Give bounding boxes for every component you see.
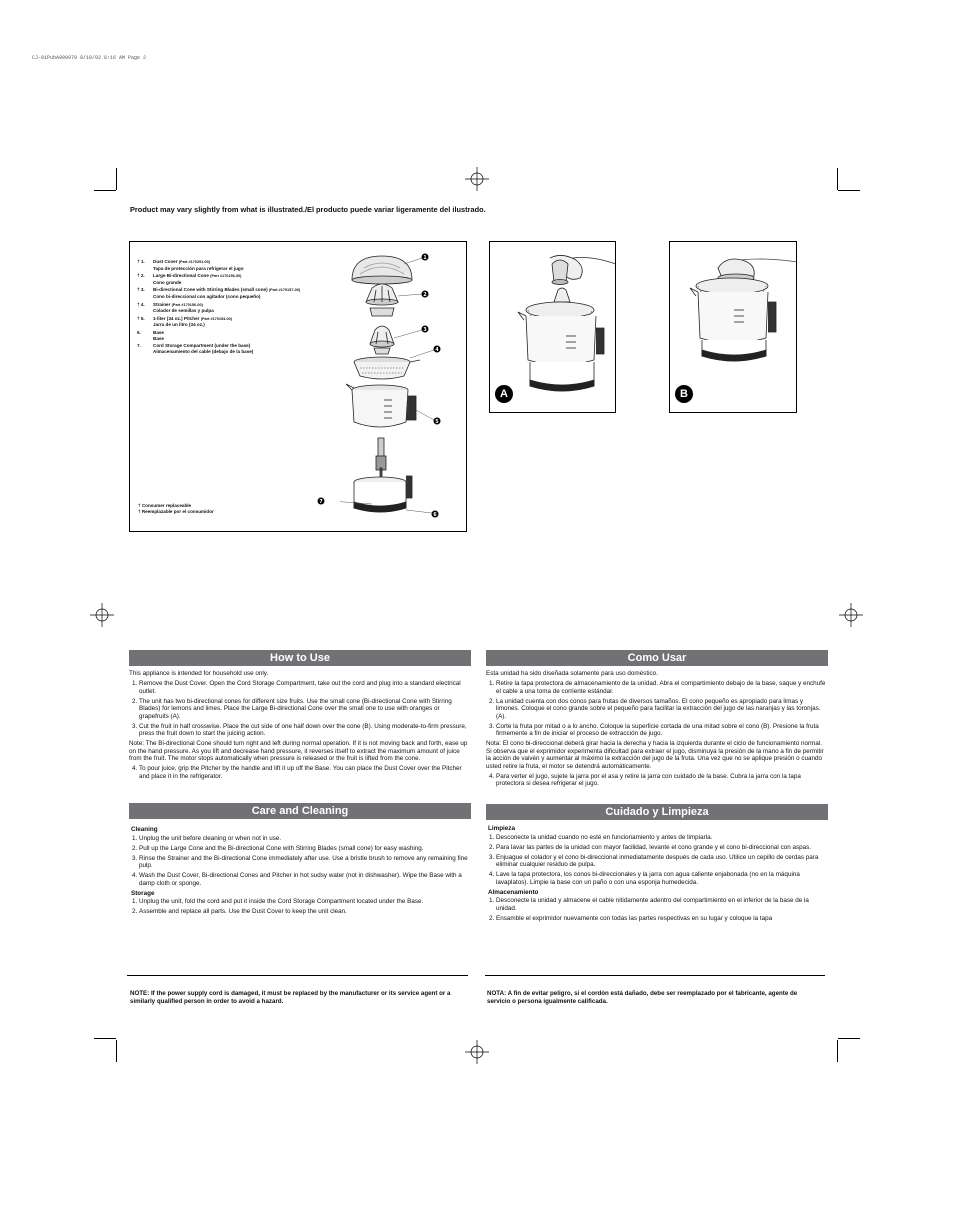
- parts-list-item: † 4. Strainer (Part #170156-00) Colador de semillas y pulpa: [137, 301, 214, 314]
- cuidado-section: Limpieza 1. Desconecte la unidad cuando no esté en funcionamiento y antes de limpiarla. 2. Para lavar las partes de la unidad con mayor facilidad, levante el cono grande y el cono bi-direccional con aspas. 3. Enjuague el colador y el cono bi-direccional inmediatamente después de cada uso. Utilice un cepillo de cerdas para eliminar cualquier residuo de pulpa. 4. Lave la tapa protectora, los conos bi-direccionales y la jarra con agua caliente enjabonada (no en la máquina lavaplatos). Limpie la base con un paño o con una esponja humedecida. Almacenamiento 1. Desconecte la unidad y almacene el cable nitidamente adentro del compartimiento en el inferior de la base de la unidad. 2. Ensamble el exprimidor nuevamente con todas las partes respectivas en su lugar y coloque la tapa: [486, 823, 828, 925]
- registration-mark: [465, 167, 489, 191]
- cuidado-heading: Cuidado y Limpieza: [486, 804, 828, 820]
- legend: † Consumer replaceable † Reemplazable por el consumidor: [138, 503, 214, 514]
- how-to-use-section: This appliance is intended for household use only. 1. Remove the Dust Cover. Open the Cord Storage Compartment, take out the cord and plug into a standard electrical outlet. 2. The unit has two bi-directional cones for different size fruits. Use the small cone (Bi-directional Cone with Stirring Blades) for lemons and limes. Place the Large Bi-directional Cone over the small one to use with oranges or grapefruits (A). 3. Cut the fruit in half crosswise. Place the cut side of one half down over the cone (B). Using moderate-to-firm pressure, press the fruit down to start the juicing action. Note: The Bi-directional Cone should turn right and left during normal operation. If it is not moving back and forth, ease up on the hand pressure. As you lift and decrease hand pressure, it reverses itself to extract the maximum amount of juice from the fruit. The motor stops automatically when pressure is released or the fruit is lifted from the cone. 4. To pour juice, grip the Pitcher by the handle and lift it up off the Base. You can place the Dust Cover over the Pitcher and place it in the refrigerator.: [129, 670, 469, 783]
- strainer-illustration: [354, 357, 420, 379]
- crop-mark: [94, 190, 116, 191]
- how-to-use-step: 4. To pour juice, grip the Pitcher by the handle and lift it up off the Base. You can place the Dust Cover over the Pitcher and place it in the refrigerator.: [139, 765, 469, 780]
- callout-6: 6: [433, 511, 437, 518]
- callout-3: 3: [423, 326, 427, 333]
- divider: [485, 975, 825, 976]
- como-usar-heading: Como Usar: [486, 650, 828, 666]
- small-cone-illustration: [370, 326, 394, 354]
- base-illustration: [354, 476, 412, 512]
- figure-a-box: [489, 241, 616, 413]
- callout-1: 1: [423, 254, 427, 261]
- registration-mark: [90, 603, 114, 627]
- figure-label-b: B: [675, 385, 693, 403]
- large-cone-illustration: [366, 284, 398, 316]
- parts-list-item: † 3. Bi-directional Cone with Stirring Blades (small cone) (Part #170157-00) Cono bi-direccional con agitador (cono pequeño): [137, 287, 301, 299]
- drive-shaft-illustration: [376, 438, 386, 480]
- crop-mark: [94, 1038, 116, 1039]
- callout-4: 4: [435, 346, 439, 353]
- figure-label-a: A: [495, 385, 513, 403]
- how-to-use-step: 2. The unit has two bi-directional cones for different size fruits. Use the small cone (Bi-directional Cone with Stirring Blades) for lemons and limes. Place the Large Bi-directional Cone over the small one to use with oranges or grapefruits (A).: [139, 698, 469, 721]
- crop-mark: [838, 1038, 860, 1039]
- parts-diagram-box: [129, 241, 467, 532]
- crop-mark: [116, 1040, 117, 1062]
- crop-mark: [838, 190, 860, 191]
- dust-cover-illustration: [352, 256, 412, 284]
- divider: [127, 975, 468, 976]
- figure-b-box: [669, 241, 797, 413]
- how-to-use-note: Note: The Bi-directional Cone should turn right and left during normal operation. If it is not moving back and forth, ease up on the hand pressure. As you lift and decrease hand pressure, it reverses itself to extract the maximum amount of juice from the fruit. The motor stops automatically when pressure is released or the fruit is lifted from the cone.: [129, 740, 468, 762]
- exploded-parts-diagram: [340, 250, 460, 525]
- parts-list-item: † 5. 1-liter (34 oz.) Pitcher (Part #170154-00) Jarra de un litro (34 oz.): [137, 315, 232, 328]
- care-and-cleaning-section: Cleaning 1. Unplug the unit before cleaning or when not in use. 2. Pull up the Large Cone and the Bi-directional Cone with Stirring Blades (small cone) for easy washing. 3. Rinse the Strainer and the Bi-directional Cone immediately after use. Use a bristle brush to remove any remaining fine pulp. 4. Wash the Dust Cover, Bi-directional Cones and Pitcher in hot sudsy water (not in dishwasher). Wipe the Base with a damp cloth or sponge. Storage 1. Unplug the unit, fold the cord and put it inside the Cord Storage Compartment located under the Base. 2. Assemble and replace all parts. Use the Dust Cover to keep the unit clean.: [129, 824, 469, 918]
- power-cord-note-en: NOTE: If the power supply cord is damaged, it must be replaced by the manufacturer or its service agent or a similarly qualified person in order to avoid a hazard.: [130, 990, 451, 1005]
- callout-5: 5: [435, 418, 439, 425]
- parts-list-item: 7. Cord Storage Compartment (under the base) Almacenamiento del cable (debajo de la base): [137, 343, 254, 354]
- registration-mark: [839, 603, 863, 627]
- how-to-use-step: 1. Remove the Dust Cover. Open the Cord Storage Compartment, take out the cord and plug into a standard electrical outlet.: [139, 680, 469, 695]
- print-slug: CJ-01PubA999979 9/10/02 8:16 AM Page 2: [32, 55, 147, 61]
- power-cord-note-es: NOTA: A fin de evitar peligro, si el cordón está dañado, debe ser reemplazado por el fabricante, agente de servicio o persona igualmente calificada.: [487, 990, 798, 1005]
- how-to-use-step: 3. Cut the fruit in half crosswise. Place the cut side of one half down over the cone (B). Using moderate-to-firm pressure, press the fruit down to start the juicing action.: [139, 723, 469, 738]
- registration-mark: [465, 1040, 489, 1064]
- crop-mark: [116, 168, 117, 190]
- crop-mark: [837, 168, 838, 190]
- parts-list-item: 6. Base Base: [137, 329, 164, 341]
- callout-2: 2: [423, 291, 427, 298]
- como-usar-section: Esta unidad ha sido diseñada solamente para uso doméstico. 1. Retire la tapa protectora de almacenamiento de la unidad. Abra el compartimiento debajo de la base, saque y enchufe el cable a una toma de corriente estándar. 2. La unidad cuenta con dos conos para frutas de diversos tamaños. El cono pequeño es apropiado para limas y limones. Coloque el cono grande sobre el pequeño para facilitar la extracción del jugo de las naranjas y las toronjas. (A). 3. Corte la fruta por mitad o a lo ancho. Coloque la superficie cortada de una mitad sobre el cono (B). Presione la fruta firmemente a fin de iniciar el proceso de extracción de jugo. Nota: El cono bi-direccional deberá girar hacia la derecha y hacia la izquierda durante el ciclo de funcionamiento normal. Si observa que el exprimidor experimenta dificultad para extraer el jugo, disminuya la presión de la mano a fin de permitir la acción de vaivén y aumentar al máximo la extracción del jugo de la fruta. Una vez que no se aplique presión o cuando usted retire la fruta, el motor se detendrá automáticamente. 4. Para verter el jugo, sujete la jarra por el asa y retire la jarra con cuidado de la base. Cubra la jarra con la tapa protectora si desea refrigerar el jugo.: [486, 670, 828, 790]
- parts-list: [137, 259, 337, 356]
- care-and-cleaning-heading: Care and Cleaning: [129, 803, 471, 819]
- parts-list-item: † 1. Dust Cover (Part #170291-00) Tapa de protección para refrigerar el jugo: [137, 259, 244, 271]
- crop-mark: [837, 1040, 838, 1062]
- how-to-use-heading: How to Use: [129, 650, 471, 666]
- pitcher-illustration: [346, 384, 416, 427]
- callout-7: 7: [319, 498, 323, 505]
- product-vary-note: Product may vary slightly from what is illustrated./El producto puede variar ligeramente del ilustrado.: [130, 205, 486, 214]
- callout-7-marker: [316, 496, 326, 506]
- parts-list-item: † 2. Large Bi-directional Cone (Part #170156-00) Cono grande: [137, 273, 242, 285]
